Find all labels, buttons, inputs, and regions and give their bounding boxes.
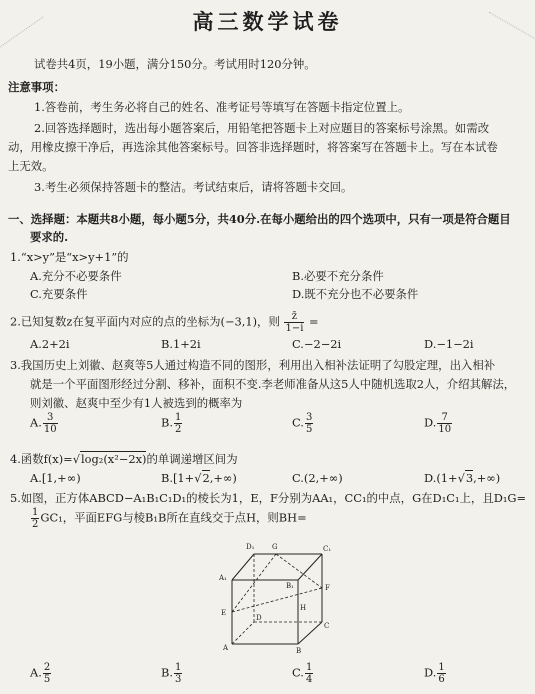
q2-stem-text: 2.已知复数z在复平面内对应的点的坐标为(−3,1)，则 — [10, 314, 280, 329]
q4-b-pre: B.[1+ — [161, 471, 195, 485]
q5-c-label: C. — [292, 665, 304, 680]
q5-stem-text: GC₁，平面EFG与棱B₁B所在直线交于点H，则BH= — [40, 510, 307, 525]
q3-c-frac — [305, 412, 313, 435]
q5-d-den: 6 — [438, 674, 445, 685]
section-heading-cont: 要求的. — [30, 230, 69, 244]
q5-a-label: A. — [30, 665, 42, 680]
notice-item-3: 3.考生必须保持答题卡的整洁。考试结束后，请将答题卡交回。 — [34, 180, 353, 194]
q3-b-frac — [174, 412, 182, 435]
q5-b-frac — [174, 662, 182, 685]
q3-a-den: 10 — [43, 424, 57, 435]
q5-c-num: 1 — [305, 662, 313, 673]
q3-stem-1: 3.我国历史上刘徽、赵爽等5人通过构造不同的图形，利用出入相补法证明了勾股定理，出入相补 — [10, 358, 496, 372]
segment-ef — [232, 588, 322, 612]
sqrt-icon: √ — [457, 471, 465, 485]
section-heading: 一、选择题：本题共8小题，每小题5分，共40分.在每小题给出的四个选项中，只有一项是符合题目 — [8, 212, 511, 226]
label-a1: A₁ — [219, 574, 227, 582]
q5-d-label: D. — [424, 665, 437, 680]
q5-b-num: 1 — [175, 662, 182, 673]
sqrt-icon: √ — [194, 471, 202, 485]
q3-d-den: 10 — [438, 424, 452, 435]
label-g: G — [272, 543, 278, 551]
q4-option-c: C.(2,+∞) — [292, 471, 343, 485]
q3-c-num: 3 — [305, 412, 313, 423]
q5-stem-1: 5.如图，正方体ABCD−A₁B₁C₁D₁的棱长为1，E，F分别为AA₁，CC₁的中点，G在D₁C₁上，且D₁G= — [10, 491, 527, 505]
q1-option-c: C.充要条件 — [30, 287, 88, 301]
q5-stem-num: 1 — [32, 507, 39, 518]
q2-option-a: A.2+2i — [30, 337, 70, 351]
label-c: C — [324, 622, 330, 630]
label-c1: C₁ — [323, 545, 332, 553]
q3-stem-2: 就是一个平面图形经过分割、移补，面积不变.李老师准备从这5人中随机选取2人，介绍其解法， — [30, 377, 516, 391]
q5-b-den: 3 — [175, 674, 182, 685]
q1-option-a: A.充分不必要条件 — [30, 269, 122, 283]
q3-d-frac — [437, 412, 452, 435]
segment-eg — [232, 554, 276, 612]
edge-b1c1 — [298, 554, 322, 580]
q5-stem-den: 2 — [32, 519, 39, 530]
q4-d-pre: D.(1+ — [424, 471, 458, 485]
q3-c-den: 5 — [305, 424, 313, 435]
label-a: A — [223, 644, 229, 652]
q3-b-den: 2 — [175, 424, 182, 435]
q2-option-c: C.−2−2i — [292, 337, 342, 351]
q5-d-frac — [437, 662, 445, 685]
exam-title: 高三数学试卷 — [192, 9, 343, 34]
q2-frac-num: z̄ — [284, 311, 304, 323]
q2-frac-den: 1−i — [285, 323, 304, 334]
q5-option-c — [292, 662, 314, 685]
label-b: B — [296, 647, 302, 655]
q4-b-post: ,+∞) — [209, 471, 237, 485]
q4-option-b — [161, 471, 237, 485]
q1-stem: 1.“x>y”是“x>y+1”的 — [10, 250, 129, 264]
q5-b-label: B. — [161, 665, 173, 680]
q3-stem-3: 则刘徽、赵爽中至少有1人被选到的概率为 — [30, 396, 243, 410]
q1-option-b: B.必要不充分条件 — [292, 269, 384, 283]
q5-c-frac — [305, 662, 313, 685]
q4-option-a: A.[1,+∞) — [30, 471, 81, 485]
q4-stem-text: 4.函数f(x)= — [10, 452, 73, 466]
edge-bc — [298, 622, 322, 644]
q4-stem — [10, 452, 238, 467]
q3-a-num: 3 — [43, 412, 58, 424]
q4-option-d — [424, 471, 500, 485]
exam-info: 试卷共4页，19小题，满分150分。考试用时120分钟。 — [34, 57, 316, 71]
segment-gf — [276, 554, 322, 588]
q5-a-num: 2 — [43, 662, 51, 673]
label-e: E — [221, 609, 227, 617]
q5-stem-2 — [30, 507, 307, 530]
q5-d-num: 1 — [438, 662, 445, 673]
notice-item-2: 2.回答选择题时，选出每小题答案后，用铅笔把答题卡上对应题目的答案标号涂黑。如需改 — [34, 121, 490, 135]
notice-item-2-cont: 动，用橡皮擦干净后，再选涂其他答案标号。回答非选择题时，将答案写在答题卡上。写在本试卷 — [8, 140, 498, 154]
q2-fraction — [284, 311, 304, 334]
notice-item-2-end: 上无效。 — [8, 159, 54, 173]
q5-option-d — [424, 662, 447, 685]
q3-a-label: A. — [30, 415, 42, 430]
q5-stem-frac — [31, 507, 39, 530]
edge-ad-hidden — [232, 622, 254, 644]
label-d: D — [256, 614, 262, 622]
q3-option-c — [292, 412, 314, 435]
q5-option-a — [30, 662, 52, 685]
q3-b-label: B. — [161, 415, 173, 430]
q2-stem — [10, 311, 319, 334]
q5-c-den: 4 — [305, 674, 313, 685]
q4-d-post: ,+∞) — [473, 471, 501, 485]
label-d1: D₁ — [246, 543, 255, 551]
q3-b-num: 1 — [175, 412, 182, 423]
q3-d-num: 7 — [437, 412, 452, 424]
q3-option-d — [424, 412, 453, 435]
q2-option-b: B.1+2i — [161, 337, 201, 351]
edge-a1d1 — [232, 554, 254, 580]
q5-a-den: 5 — [43, 674, 51, 685]
q2-stem-end: = — [309, 314, 319, 329]
label-h: H — [300, 604, 307, 612]
q3-option-b — [161, 412, 183, 435]
q4-radicand: log₂(x²−2x) — [81, 452, 147, 466]
q4-d-rad: 3 — [465, 471, 474, 485]
q5-a-frac — [43, 662, 51, 685]
q3-a-frac — [43, 412, 58, 435]
label-f: F — [325, 584, 330, 592]
q5-option-b — [161, 662, 183, 685]
q2-option-d: D.−1−2i — [424, 337, 474, 351]
q4-b-rad: 2 — [202, 471, 210, 485]
cube-figure — [208, 538, 343, 656]
q1-option-d: D.既不充分也不必要条件 — [292, 287, 419, 301]
q3-option-a — [30, 412, 59, 435]
notice-heading: 注意事项： — [8, 80, 65, 94]
notice-item-1: 1.答卷前，考生务必将自己的姓名、准考证号等填写在答题卡指定位置上。 — [34, 100, 410, 114]
q4-stem-end: 的单调递增区间为 — [146, 452, 238, 466]
sqrt-icon: √ — [72, 452, 80, 466]
q3-c-label: C. — [292, 415, 304, 430]
label-b1: B₁ — [286, 582, 294, 590]
q3-d-label: D. — [424, 415, 437, 430]
